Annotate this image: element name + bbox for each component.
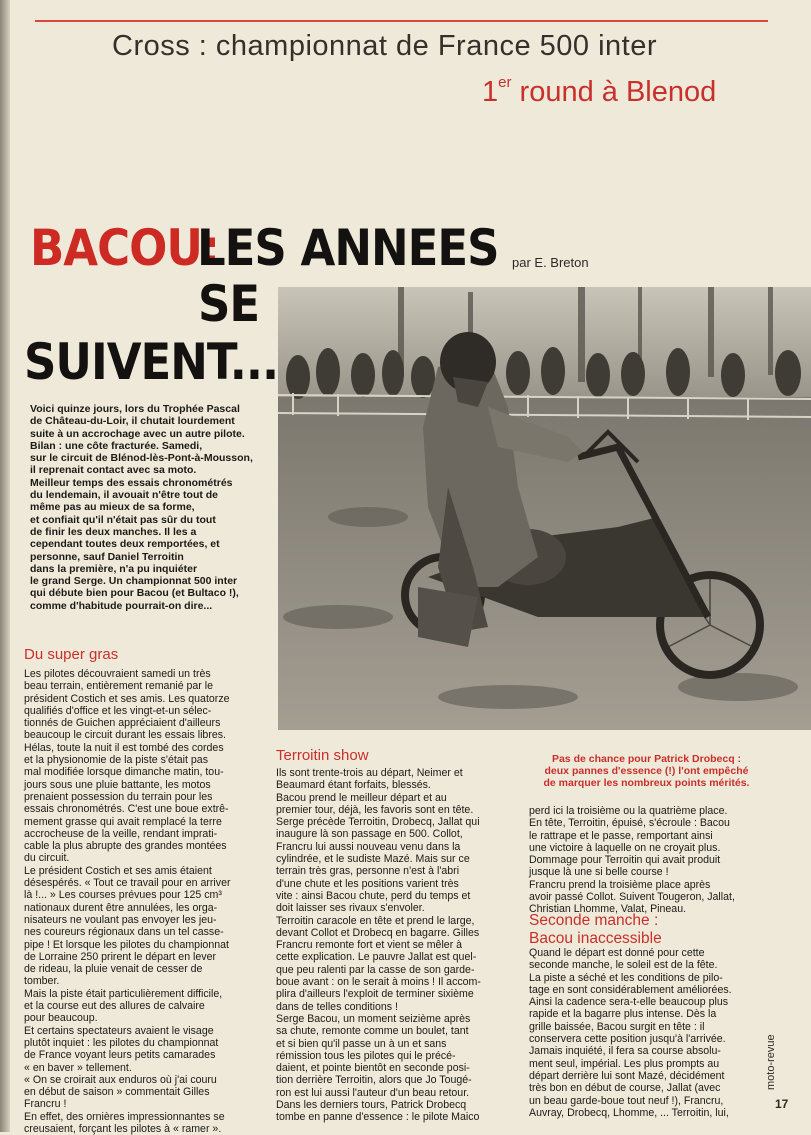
body-line: Christian Lhomme, Valat, Pineau.	[529, 903, 687, 916]
headline-part-red: BACOU:	[30, 218, 219, 277]
body-line: Serge Bacou, un moment seizième après	[276, 1012, 471, 1025]
body-line: rémission tous les pilotes qui le précé-	[276, 1049, 456, 1062]
lead-line: même pas au mieux de sa forme,	[30, 501, 195, 514]
lead-line: du lendemain, il avouait n'être tout de	[30, 489, 219, 502]
body-line: boue avant : on le serait à moins ! Il accom-	[276, 976, 481, 989]
body-line: Hélas, toute la nuit il est tombé des cordes	[24, 741, 224, 754]
body-line: Francru !	[24, 1098, 67, 1111]
body-line: une victoire à laquelle on ne croyait plus.	[529, 841, 721, 854]
body-line: nisateurs ne voulant pas envoyer les jeu-	[24, 913, 217, 926]
body-line: mal modifiée lorsque dimanche matin, tou-	[24, 766, 224, 779]
body-line: Bacou prend le meilleur départ et au	[276, 791, 447, 804]
caption-line: deux pannes d'essence (!) l'ont empêché	[544, 765, 749, 778]
body-line: Dans les derniers tours, Patrick Drobecq	[276, 1099, 467, 1112]
body-line: perd ici la troisième ou la quatrième place.	[529, 805, 728, 817]
body-line: « en baver » tellement.	[24, 1061, 132, 1074]
lead-paragraph	[30, 403, 262, 612]
lead-line: de finir les deux manches. Il les a	[30, 525, 197, 538]
body-line: Auvray, Drobecq, Lhomme, ... Terroitin, lui,	[529, 1106, 729, 1119]
body-line: accrocheuse de la veille, rendant imprati-	[24, 827, 218, 840]
headline-part-3: SE	[198, 274, 260, 333]
lead-line: Meilleur temps des essais chronométrés	[30, 476, 233, 489]
magazine-name: moto-revue	[765, 1034, 777, 1090]
lead-line: il reprenait contact avec sa moto.	[30, 464, 197, 477]
article-column-1	[24, 668, 258, 1135]
body-line: Terroitin caracole en tête et prend le large,	[276, 914, 475, 927]
body-line: jusque là une si belle course !	[529, 866, 669, 879]
body-line: vite : ainsi Bacou chute, perd du temps et	[276, 889, 471, 902]
page-title-line2	[482, 76, 772, 109]
body-line: de rideau, la pluie venait de cesser de	[24, 963, 203, 976]
headline-part-4: SUIVENT...	[24, 332, 279, 391]
body-line: conservera cette position jusqu'à l'arrivée.	[529, 1033, 726, 1046]
body-line: mement grasse qui avait remplacé la terre	[24, 815, 222, 828]
body-line: Dommage pour Terroitin qui avait produit	[529, 854, 721, 867]
body-line: du circuit.	[24, 852, 70, 865]
lead-line: suite à un accrochage avec un autre pilote.	[30, 427, 245, 440]
lead-line: Voici quinze jours, lors du Trophée Pascal	[30, 403, 240, 415]
page-binding-shadow	[0, 0, 10, 1132]
lead-line: qui débute bien pour Bacou (et Bultaco !),	[30, 587, 239, 600]
round-number: 1	[482, 76, 499, 108]
body-line: de France voyant leurs petits camarades	[24, 1049, 216, 1062]
race-photo	[278, 287, 811, 730]
body-line: tombe en panne d'essence : le pilote Maico	[276, 1111, 480, 1124]
body-line: cable la plus abrupte des grandes montées	[24, 840, 227, 853]
body-line: seconde manche, le soleil est de la fête.	[529, 959, 718, 972]
lead-line: dans la première, n'a pu inquiéter	[30, 562, 198, 575]
lead-line: et confiait qu'il n'était pas sûr du tout	[30, 513, 216, 526]
body-line: président Costich et ses amis. Les quatorze	[24, 692, 230, 705]
lead-line: le grand Serge. Un championnat 500 inter	[30, 575, 238, 588]
body-line: et la physionomie de la piste s'était pas	[24, 754, 208, 767]
body-line: tomber.	[24, 975, 60, 988]
article-column-2	[276, 767, 514, 1124]
motocross-rider-image	[278, 287, 811, 730]
body-line: Beaumard étant forfaits, blessés.	[276, 779, 431, 792]
body-line: creusaient, forçant les pilotes à « ramer ».	[24, 1122, 222, 1135]
header-rule	[35, 20, 768, 22]
body-line: pipe ! Et lorsque les pilotes du championnat	[24, 938, 229, 951]
body-line: désespérés. « Tout ce travail pour en arriver	[24, 877, 231, 890]
section-heading-bacou-inaccessible: Bacou inaccessible	[529, 930, 662, 947]
body-line: cette explication. Le pauvre Jallat est quel-	[276, 951, 477, 964]
body-line: départ derrière lui sont Mazé, décidément	[529, 1069, 725, 1082]
body-line: avoir passé Collot. Suivent Tougeron, Jallat,	[529, 891, 735, 904]
body-line: sa chute, remonte comme un boulet, tant	[276, 1025, 469, 1038]
lead-line: cependant toutes deux remportées, et	[30, 538, 220, 551]
body-line: jours sous une pluie battante, les motos	[24, 778, 211, 791]
body-line: Francru remonte fort et vient se mêler à	[276, 939, 463, 952]
body-line: que peu ralenti par la casse de son garde-	[276, 963, 475, 976]
body-line: et si bien qu'il passe un à un et sans	[276, 1037, 447, 1050]
body-line: inaugure là son passage en 500. Collot,	[276, 828, 463, 841]
body-line: doit laisser ses rivaux s'envoler.	[276, 902, 425, 915]
body-line: terrain très gras, personne n'est à l'abri	[276, 865, 460, 878]
body-line: beaucoup le circuit durant les essais libres.	[24, 729, 226, 742]
lead-line: de Château-du-Loir, il chutait lourdement	[30, 415, 235, 428]
body-line: Serge précède Terroitin, Drobecq, Jallat qui	[276, 816, 480, 829]
body-line: là !... » Les courses prévues pour 125 cm³	[24, 889, 222, 902]
body-line: Francru lui aussi nouveau venu dans la	[276, 840, 461, 853]
body-line: plutôt inquiet : les pilotes du championnat	[24, 1036, 219, 1049]
body-line: Quand le départ est donné pour cette	[529, 947, 705, 959]
body-line: dans de telles conditions !	[276, 1000, 398, 1013]
section-heading-seconde-manche: Seconde manche :	[529, 912, 659, 929]
body-line: Ainsi la cadence sera-t-elle beaucoup plus	[529, 996, 729, 1009]
article-column-3-bottom	[529, 947, 769, 1119]
body-line: En tête, Terroitin, épuisé, s'écroule : Bacou	[529, 817, 730, 830]
lead-line: Bilan : une côte fracturée. Samedi,	[30, 439, 203, 452]
body-line: nes coureurs régionaux dans un tel casse-	[24, 926, 224, 939]
body-line: le rattrape et le passe, remportant ainsi	[529, 829, 713, 842]
body-line: grille baissée, Bacou surgit en tête : il	[529, 1020, 705, 1033]
body-line: devant Collot et Drobecq en bagarre. Gilles	[276, 926, 480, 939]
body-line: En effet, des ornières impressionnantes se	[24, 1110, 225, 1123]
body-line: prenaient possession du terrain pour les	[24, 790, 213, 803]
page-title-line1: Cross : championnat de France 500 inter	[112, 30, 657, 62]
body-line: de Lorraine 250 prirent le départ en lever	[24, 950, 216, 963]
lead-line: personne, sauf Daniel Terroitin	[30, 550, 184, 563]
body-line: très bon en début de course, Jallat (avec	[529, 1082, 721, 1095]
body-line: ron est lui aussi l'auteur d'un beau retour.	[276, 1086, 470, 1099]
body-line: tion derrière Terroitin, alors que Jo Tougé-	[276, 1074, 472, 1087]
body-line: essais chronométrés. C'est une boue extrê-	[24, 803, 229, 816]
body-line: daient, et pointe bientôt en seconde posi-	[276, 1062, 470, 1075]
round-location: round à Blenod	[511, 76, 717, 108]
body-line: Francru prend la troisième place après	[529, 878, 711, 891]
body-line: La piste a séché et les conditions de pilo-	[529, 971, 723, 984]
body-line: beau terrain, entièrement remanié par le	[24, 680, 214, 693]
body-line: nationaux durent être annulées, les orga-	[24, 901, 218, 914]
byline: par E. Breton	[512, 255, 589, 270]
section-heading-terroitin-show: Terroitin show	[276, 747, 369, 764]
page-number: 17	[775, 1097, 789, 1111]
body-line: pour beaucoup.	[24, 1012, 98, 1025]
body-line: plira d'ailleurs l'exploit de terminer sixième	[276, 988, 474, 1001]
lead-line: comme d'habitude pourrait-on dire...	[30, 599, 213, 612]
body-line: Ils sont trente-trois au départ, Neimer et	[276, 767, 463, 779]
body-line: rapide et la bagarre plus intense. Dès la	[529, 1008, 717, 1021]
body-line: ment seul, impérial. Les plus prompts au	[529, 1057, 720, 1070]
body-line: « On se croirait aux enduros où j'ai couru	[24, 1073, 217, 1086]
round-number-suffix: er	[498, 74, 512, 91]
body-line: tage en sont considérablement améliorées.	[529, 983, 732, 996]
headline-part-2: LES ANNEES	[197, 218, 499, 277]
body-line: tionnés de Guichen appréciaient d'ailleurs	[24, 717, 221, 730]
section-heading-super-gras: Du super gras	[24, 646, 119, 663]
body-line: un beau garde-boue tout neuf !), Francru,	[529, 1094, 724, 1107]
body-line: d'une chute et les positions varient très	[276, 877, 459, 890]
body-line: en début de saison » commentait Gilles	[24, 1086, 210, 1099]
body-line: Et certains spectateurs avaient le visage	[24, 1024, 214, 1037]
body-line: premier tour, déjà, les favoris sont en tête.	[276, 803, 474, 816]
photo-caption	[528, 753, 765, 790]
body-line: Les pilotes découvraient samedi un très	[24, 668, 211, 680]
body-line: cylindrée, et le sudiste Mazé. Mais sur ce	[276, 853, 470, 866]
caption-line: Pas de chance pour Patrick Drobecq :	[551, 753, 742, 765]
lead-line: sur le circuit de Blénod-lès-Pont-à-Mousson,	[30, 452, 253, 465]
body-line: Le président Costich et ses amis étaient	[24, 864, 212, 877]
caption-line: de marquer les nombreux points mérités.	[543, 777, 750, 790]
article-column-3-top	[529, 805, 769, 916]
body-line: et la course eut des allures de calvaire	[24, 1000, 205, 1013]
body-line: Jamais inquiété, il fera sa course absolu-	[529, 1045, 721, 1058]
body-line: qualifiés d'office et les vingt-et-un sélec-	[24, 704, 212, 717]
body-line: Mais la piste était particulièrement difficile,	[24, 987, 223, 1000]
